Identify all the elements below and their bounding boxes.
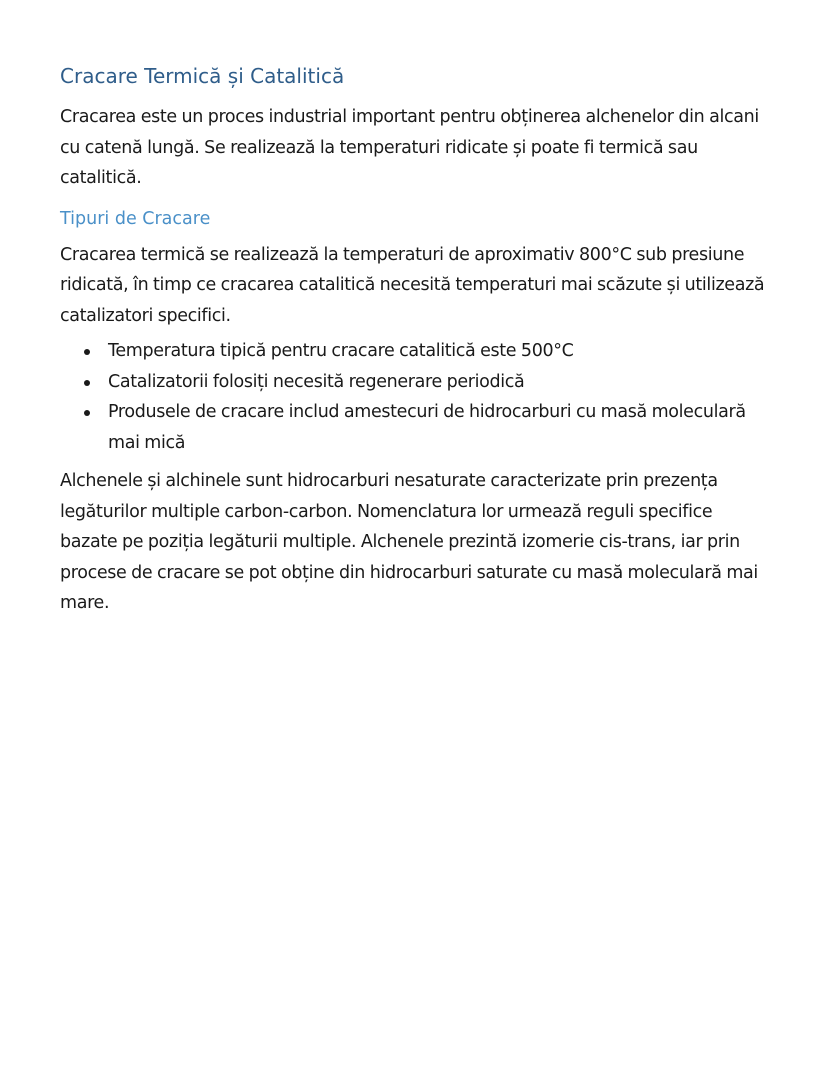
section-heading: Tipuri de Cracare [60,208,211,229]
list-item [108,336,772,367]
document-page [60,58,772,619]
list-item-text: Temperatura tipică pentru cracare catalitică este 500°C [108,341,574,361]
list-item [108,397,772,458]
bullet-list [60,336,772,458]
list-item [108,367,772,398]
list-item-text: Produsele de cracare includ amestecuri de hidrocarburi cu masă moleculară mai mică [108,402,746,453]
bullet-icon [84,349,90,355]
page-title: Cracare Termică și Catalitică [60,64,345,88]
bullet-icon [84,380,90,386]
types-paragraph: Cracarea termică se realizează la temperaturi de aproximativ 800°C sub presiune ridicată, în timp ce cracarea catalitică necesită temperaturi mai scăzute și utilizează catalizatori specifici. [60,244,765,326]
intro-paragraph: Cracarea este un proces industrial important pentru obținerea alchenelor din alcani cu catenă lungă. Se realizează la temperaturi ridicate și poate fi termică sau catalitică. [60,107,759,188]
closing-paragraph: Alchenele și alchinele sunt hidrocarburi nesaturate caracterizate prin prezența legăturilor multiple carbon-carbon. Nomenclatura lor urmează reguli specifice bazate pe poziția legăturii multiple. Alchenele prezintă izomerie cis-trans, iar prin procese de cracare se pot obține din hidrocarburi saturate cu masă moleculară mai mare. [60,471,758,613]
list-item-text: Catalizatorii folosiți necesită regenerare periodică [108,371,525,392]
bullet-icon [84,410,90,416]
